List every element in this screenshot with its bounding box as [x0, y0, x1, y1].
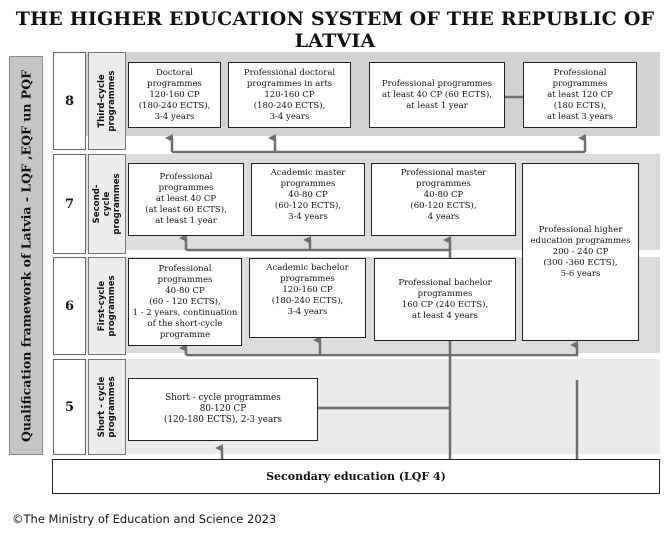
short-cycle-text: Short - cycle programmes	[97, 376, 117, 438]
short-cycle-programmes-box: Short - cycle programmes 80-120 CP (120-180 ECTS), 2-3 years	[128, 378, 318, 441]
professional-bachelor-box: Professional bachelor programmes 160 CP (240 ECTS), at least 4 years	[374, 258, 516, 341]
professional-third-cycle-40cp-box: Professional programmes at least 40 CP (60 ECTS), at least 1 year	[369, 62, 505, 128]
page-title: THE HIGHER EDUCATION SYSTEM OF THE REPUBLIC OF LATVIA	[15, 8, 655, 52]
professional-first-cycle-box: Professional programmes 40-80 CP (60 - 120 ECTS), 1 - 2 years, continuation of the short-cycle programme	[128, 258, 242, 346]
doctoral-programmes-box: Doctoral programmes 120-160 CP (180-240 ECTS), 3-4 years	[128, 62, 221, 128]
third-cycle-text: Third-cycle programmes	[97, 70, 117, 132]
copyright-notice: ©The Ministry of Education and Science 2023	[12, 512, 277, 526]
second-cycle-text: Second-cycle programmes	[92, 173, 122, 235]
level-7-number: 7	[53, 154, 86, 254]
academic-master-box: Academic master programmes 40-80 CP (60-120 ECTS), 3-4 years	[251, 163, 365, 236]
professional-third-cycle-120cp-box: Professional programmes at least 120 CP (180 ECTS), at least 3 years	[523, 62, 637, 128]
secondary-education-box: Secondary education (LQF 4)	[52, 459, 660, 494]
professional-higher-education-box: Professional higher education programmes 200 - 240 CP (300 -360 ECTS), 5-6 years	[522, 163, 639, 341]
qualification-framework-text: Qualification framework of Latvia - LQF ,EQF un PQF	[18, 69, 34, 442]
level-6-number: 6	[53, 257, 86, 355]
professional-doctoral-arts-box: Professional doctoral programmes in arts 120-160 CP (180-240 ECTS), 3-4 years	[228, 62, 351, 128]
academic-bachelor-box: Academic bachelor programmes 120-160 CP (180-240 ECTS), 3-4 years	[249, 258, 366, 338]
level-8-number: 8	[53, 52, 86, 150]
level-5-number: 5	[53, 359, 86, 455]
first-cycle-text: First-cycle programmes	[97, 275, 117, 337]
professional-master-box: Professional master programmes 40-80 CP (60-120 ECTS), 4 years	[371, 163, 516, 236]
professional-second-cycle-40cp-box: Professional programmes at least 40 CP (at least 60 ECTS), at least 1 year	[128, 163, 244, 236]
